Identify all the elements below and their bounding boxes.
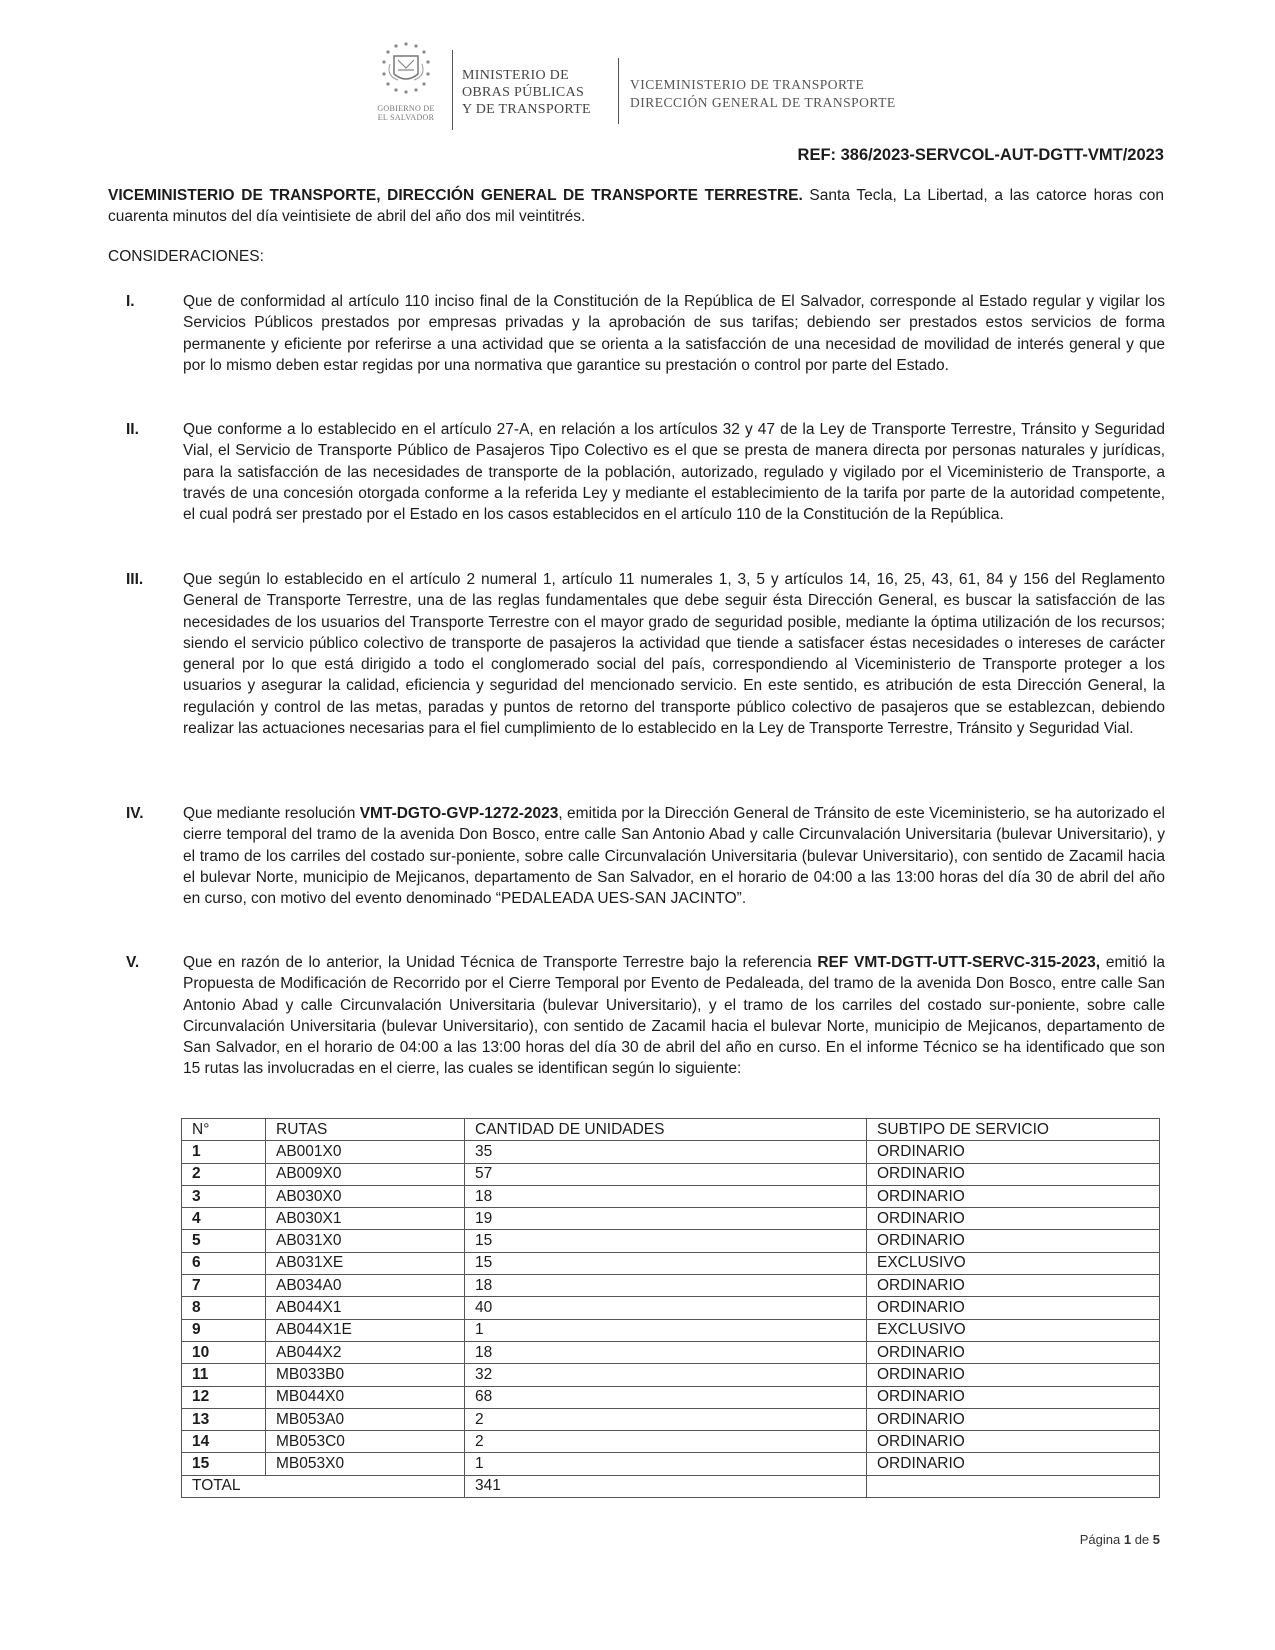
- row-route: MB044X0: [266, 1386, 465, 1408]
- table-row: [182, 1364, 1160, 1386]
- row-route: AB044X1: [266, 1297, 465, 1319]
- consideration-item: [108, 291, 1165, 376]
- row-number: 7: [182, 1275, 266, 1297]
- row-route: AB044X2: [266, 1341, 465, 1363]
- ministry-line2: OBRAS PÚBLICAS: [462, 85, 585, 100]
- row-units: 68: [465, 1386, 867, 1408]
- intro-paragraph: [108, 185, 1164, 227]
- vice-line2: DIRECCIÓN GENERAL DE TRANSPORTE: [630, 95, 896, 110]
- header-number: N°: [182, 1119, 266, 1141]
- row-number: 13: [182, 1408, 266, 1430]
- row-service-subtype: ORDINARIO: [867, 1163, 1160, 1185]
- row-route: MB033B0: [266, 1364, 465, 1386]
- intro-bold: VICEMINISTERIO DE TRANSPORTE, DIRECCIÓN GENERAL DE TRANSPORTE TERRESTRE.: [108, 187, 803, 204]
- row-route: AB030X1: [266, 1208, 465, 1230]
- ministry-line1: MINISTERIO DE: [462, 68, 569, 83]
- resolution-reference: VMT-DGTO-GVP-1272-2023: [359, 805, 559, 822]
- item-number: V.: [126, 954, 140, 971]
- row-number: 9: [182, 1319, 266, 1341]
- routes-table: [181, 1118, 1160, 1498]
- table-row: [182, 1341, 1160, 1363]
- row-route: AB009X0: [266, 1163, 465, 1185]
- item-text-post: emitió la Propuesta de Modificación de Recorrido por el Cierre Temporal por Evento de Pedaleada, del tramo de la avenida Don Bosco, entre calle San Antonio Abad y calle Circunvalación Universitaria (bulevar Universitario), y el tramo de los carriles del costado sur-poniente, sobre calle Circunvalación Universitaria (bulevar Universitario), con sentido de Zacamil hacia el bulevar Norte, municipio de Mejicanos, departamento de San Salvador, en el horario de 04:00 a las 13:00 horas del día 30 de abril del año en curso. En el informe Técnico se ha identificado que son 15 rutas las involucradas en el cierre, las cuales se identifican según lo siguiente:: [183, 954, 1165, 1078]
- consideration-item: [108, 569, 1165, 739]
- item-text: [183, 803, 1165, 909]
- row-route: AB044X1E: [266, 1319, 465, 1341]
- item-text: Que conforme a lo establecido en el artículo 27-A, en relación a los artículos 32 y 47 de la Ley de Transporte Terrestre, Tránsito y Seguridad Vial, el Servicio de Transporte Público de Pasajeros Tipo Colectivo es el que se presta de manera directa por personas naturales y jurídicas, para la satisfacción de las necesidades de transporte de la población, autorizado, regulado y vigilado por el Viceministerio de Transporte, a través de una concesión otorgada conforme a la referida Ley y mediante el establecimiento de la tarifa por parte de la autoridad competente, el cual podrá ser prestado por el Estado en los casos establecidos en el artículo 110 de la Constitución de la República.: [183, 421, 1165, 524]
- total-label: TOTAL: [182, 1475, 465, 1497]
- row-service-subtype: ORDINARIO: [867, 1341, 1160, 1363]
- row-number: 5: [182, 1230, 266, 1252]
- table-row: [182, 1408, 1160, 1430]
- row-number: 10: [182, 1341, 266, 1363]
- row-service-subtype: ORDINARIO: [867, 1185, 1160, 1207]
- table-row: [182, 1163, 1160, 1185]
- table-row: [182, 1208, 1160, 1230]
- row-service-subtype: EXCLUSIVO: [867, 1319, 1160, 1341]
- letterhead: [366, 40, 926, 140]
- table-row: [182, 1297, 1160, 1319]
- table-row: [182, 1230, 1160, 1252]
- consideration-item: [108, 803, 1165, 909]
- government-seal: [366, 40, 446, 135]
- ministry-line3: Y DE TRANSPORTE: [462, 102, 591, 117]
- total-value: 341: [465, 1475, 867, 1497]
- item-text-pre: Que en razón de lo anterior, la Unidad Técnica de Transporte Terrestre bajo la referencia: [183, 954, 818, 971]
- page-mid: de: [1131, 1532, 1153, 1547]
- row-service-subtype: ORDINARIO: [867, 1408, 1160, 1430]
- row-number: 15: [182, 1453, 266, 1475]
- table-row: [182, 1185, 1160, 1207]
- row-units: 19: [465, 1208, 867, 1230]
- item-text: [183, 952, 1165, 1080]
- row-number: 14: [182, 1431, 266, 1453]
- header-divider: [618, 58, 619, 124]
- row-service-subtype: ORDINARIO: [867, 1141, 1160, 1163]
- total-empty-cell: [867, 1475, 1160, 1497]
- row-number: 11: [182, 1364, 266, 1386]
- row-units: 1: [465, 1319, 867, 1341]
- item-text-pre: Que mediante resolución: [183, 805, 360, 822]
- table-header-row: [182, 1119, 1160, 1141]
- item-number: IV.: [126, 805, 144, 822]
- ministry-name: [462, 67, 591, 118]
- table-row: [182, 1141, 1160, 1163]
- header-divider: [452, 50, 453, 130]
- technical-reference: REF VMT-DGTT-UTT-SERVC-315-2023,: [817, 954, 1101, 971]
- item-number: III.: [126, 571, 144, 588]
- row-number: 2: [182, 1163, 266, 1185]
- row-units: 1: [465, 1453, 867, 1475]
- row-route: AB031X0: [266, 1230, 465, 1252]
- row-number: 1: [182, 1141, 266, 1163]
- row-route: MB053A0: [266, 1408, 465, 1430]
- row-service-subtype: ORDINARIO: [867, 1431, 1160, 1453]
- table-row: [182, 1252, 1160, 1274]
- row-units: 32: [465, 1364, 867, 1386]
- seal-caption-line2: EL SALVADOR: [377, 113, 435, 122]
- page-total: 5: [1152, 1532, 1160, 1547]
- item-text-post: , emitida por la Dirección General de Tránsito de este Viceministerio, se ha autorizado el cierre temporal del tramo de la avenida Don Bosco, entre calle San Antonio Abad y calle Circunvalación Universitaria (bulevar Universitario), y el tramo de los carriles del costado sur-poniente, sobre calle Circunvalación Universitaria (bulevar Universitario), con sentido de Zacamil hacia el bulevar Norte, municipio de Mejicanos, departamento de San Salvador, en el horario de 04:00 a las 13:00 horas del día 30 de abril del año en curso, con motivo del evento denominado “PEDALEADA UES-SAN JACINTO”.: [183, 805, 1165, 908]
- item-text: Que según lo establecido en el artículo 2 numeral 1, artículo 11 numerales 1, 3, 5 y artículos 14, 16, 25, 43, 61, 84 y 156 del Reglamento General de Transporte Terrestre, una de las reglas fundamentales que debe seguir ésta Dirección General, es buscar la satisfacción de las necesidades de los usuarios del Transporte Terrestre con el mayor grado de seguridad posible, mediante la óptima utilización de los recursos; siendo el servicio público colectivo de transporte de pasajeros la actividad que tiende a satisfacer éstas necesidades o intereses de carácter general por lo que está dirigido a todo el conglomerado social del país, correspondiendo al Viceministerio de Transporte proteger a los usuarios y asegurar la calidad, eficiencia y seguridad del mencionado servicio. En este sentido, es atribución de esta Dirección General, la regulación y control de las metas, paradas y puntos de retorno del transporte público colectivo de pasajeros que se establezcan, debiendo realizar las actuaciones necesarias para el fiel cumplimiento de lo establecido en la Ley de Transporte Terrestre, Tránsito y Seguridad Vial.: [183, 571, 1165, 738]
- row-units: 15: [465, 1252, 867, 1274]
- row-service-subtype: ORDINARIO: [867, 1297, 1160, 1319]
- row-route: MB053X0: [266, 1453, 465, 1475]
- consideration-item: [108, 952, 1165, 1080]
- item-number: II.: [126, 421, 139, 438]
- considerations-heading: CONSIDERACIONES:: [108, 248, 264, 265]
- row-units: 2: [465, 1408, 867, 1430]
- header-routes: RUTAS: [266, 1119, 465, 1141]
- intro-text: Santa Tecla, La Libertad, a las catorce horas con cuarenta minutos del día veintisiete de abril del año dos mil veintitrés.: [108, 187, 1164, 225]
- header-units: CANTIDAD DE UNIDADES: [465, 1119, 867, 1141]
- table-row: [182, 1319, 1160, 1341]
- row-number: 6: [182, 1252, 266, 1274]
- page-current: 1: [1123, 1532, 1132, 1547]
- item-text: Que de conformidad al artículo 110 inciso final de la Constitución de la República de El Salvador, corresponde al Estado regular y vigilar los Servicios Públicos prestados por empresas privadas y la aprobación de sus tarifas; debiendo ser prestados estos servicios de forma permanente y eficiente por referirse a una actividad que se orienta a la satisfacción de una necesidad de movilidad de interés general y que por lo mismo deben estar regidas por una normativa que garantice su prestación o control por parte del Estado.: [183, 293, 1165, 374]
- consideration-item: [108, 419, 1165, 525]
- vice-ministry-name: [630, 76, 896, 112]
- seal-caption-line1: GOBIERNO DE: [377, 104, 435, 113]
- row-service-subtype: ORDINARIO: [867, 1275, 1160, 1297]
- header-service-subtype: SUBTIPO DE SERVICIO: [867, 1119, 1160, 1141]
- row-units: 15: [465, 1230, 867, 1252]
- page-number: [1080, 1532, 1160, 1547]
- row-service-subtype: ORDINARIO: [867, 1230, 1160, 1252]
- row-route: MB053C0: [266, 1431, 465, 1453]
- row-units: 2: [465, 1431, 867, 1453]
- row-number: 8: [182, 1297, 266, 1319]
- vice-line1: VICEMINISTERIO DE TRANSPORTE: [630, 77, 865, 92]
- seal-icon: [376, 40, 436, 104]
- row-route: AB034A0: [266, 1275, 465, 1297]
- row-route: AB031XE: [266, 1252, 465, 1274]
- table-row: [182, 1386, 1160, 1408]
- reference-number: REF: 386/2023-SERVCOL-AUT-DGTT-VMT/2023: [797, 146, 1164, 164]
- row-number: 3: [182, 1185, 266, 1207]
- table-row: [182, 1431, 1160, 1453]
- row-units: 57: [465, 1163, 867, 1185]
- row-units: 35: [465, 1141, 867, 1163]
- row-route: AB001X0: [266, 1141, 465, 1163]
- row-service-subtype: ORDINARIO: [867, 1386, 1160, 1408]
- item-number: I.: [126, 293, 135, 310]
- table-row: [182, 1275, 1160, 1297]
- row-service-subtype: EXCLUSIVO: [867, 1252, 1160, 1274]
- table-row: [182, 1453, 1160, 1475]
- row-units: 18: [465, 1185, 867, 1207]
- page-prefix: Página: [1079, 1532, 1124, 1547]
- row-route: AB030X0: [266, 1185, 465, 1207]
- row-service-subtype: ORDINARIO: [867, 1208, 1160, 1230]
- row-number: 4: [182, 1208, 266, 1230]
- row-units: 18: [465, 1275, 867, 1297]
- row-service-subtype: ORDINARIO: [867, 1364, 1160, 1386]
- row-number: 12: [182, 1386, 266, 1408]
- row-units: 40: [465, 1297, 867, 1319]
- row-service-subtype: ORDINARIO: [867, 1453, 1160, 1475]
- table-total-row: [182, 1475, 1160, 1497]
- row-units: 18: [465, 1341, 867, 1363]
